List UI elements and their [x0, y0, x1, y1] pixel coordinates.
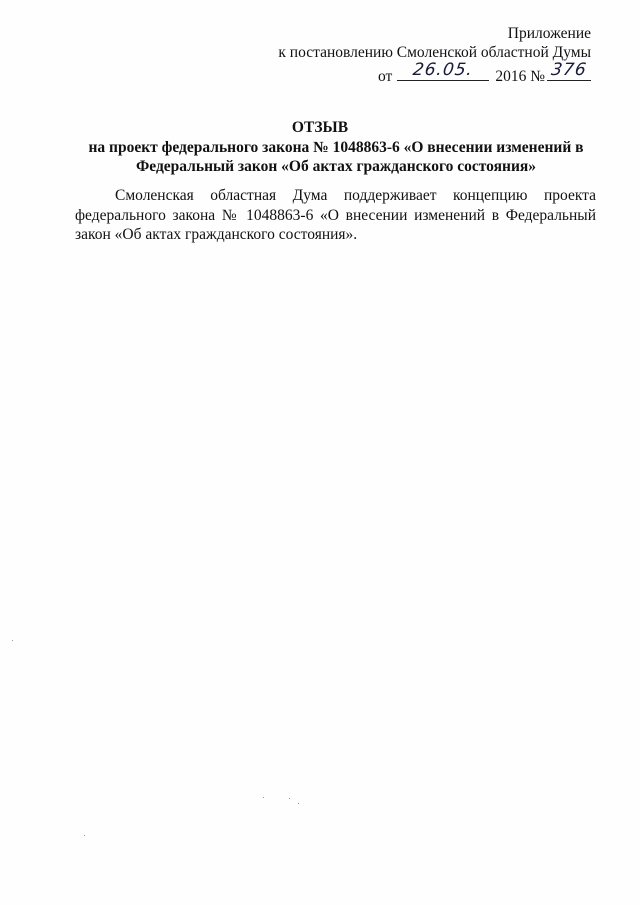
appendix-label: Приложение — [507, 25, 591, 42]
number-blank — [547, 62, 591, 81]
handwritten-number: 376 — [549, 60, 589, 80]
date-number-line — [278, 62, 591, 86]
date-prefix: от — [378, 68, 393, 85]
scan-speck — [289, 798, 290, 799]
scan-speck — [12, 640, 13, 641]
document-body: Смоленская областная Дума поддерживает концепцию проекта федерального закона № 1048863-6 «О внесении изменений в Федеральный закон «Об актах гражданского состояния». — [75, 187, 596, 243]
document-subtitle: на проект федерального закона № 1048863-6 «О внесении изменений в Федеральный закон «Об актах гражданского состояния» — [88, 139, 584, 175]
document-title: ОТЗЫВ — [291, 119, 349, 136]
resolution-reference: к постановлению Смоленской областной Думы — [278, 44, 591, 61]
scan-speck — [298, 803, 299, 804]
year-number-label: 2016 № — [495, 68, 545, 85]
scan-speck — [84, 835, 85, 836]
date-blank — [397, 62, 489, 81]
appendix-header — [278, 24, 591, 86]
handwritten-date: 26.05. — [411, 60, 475, 80]
scan-speck — [263, 797, 264, 798]
